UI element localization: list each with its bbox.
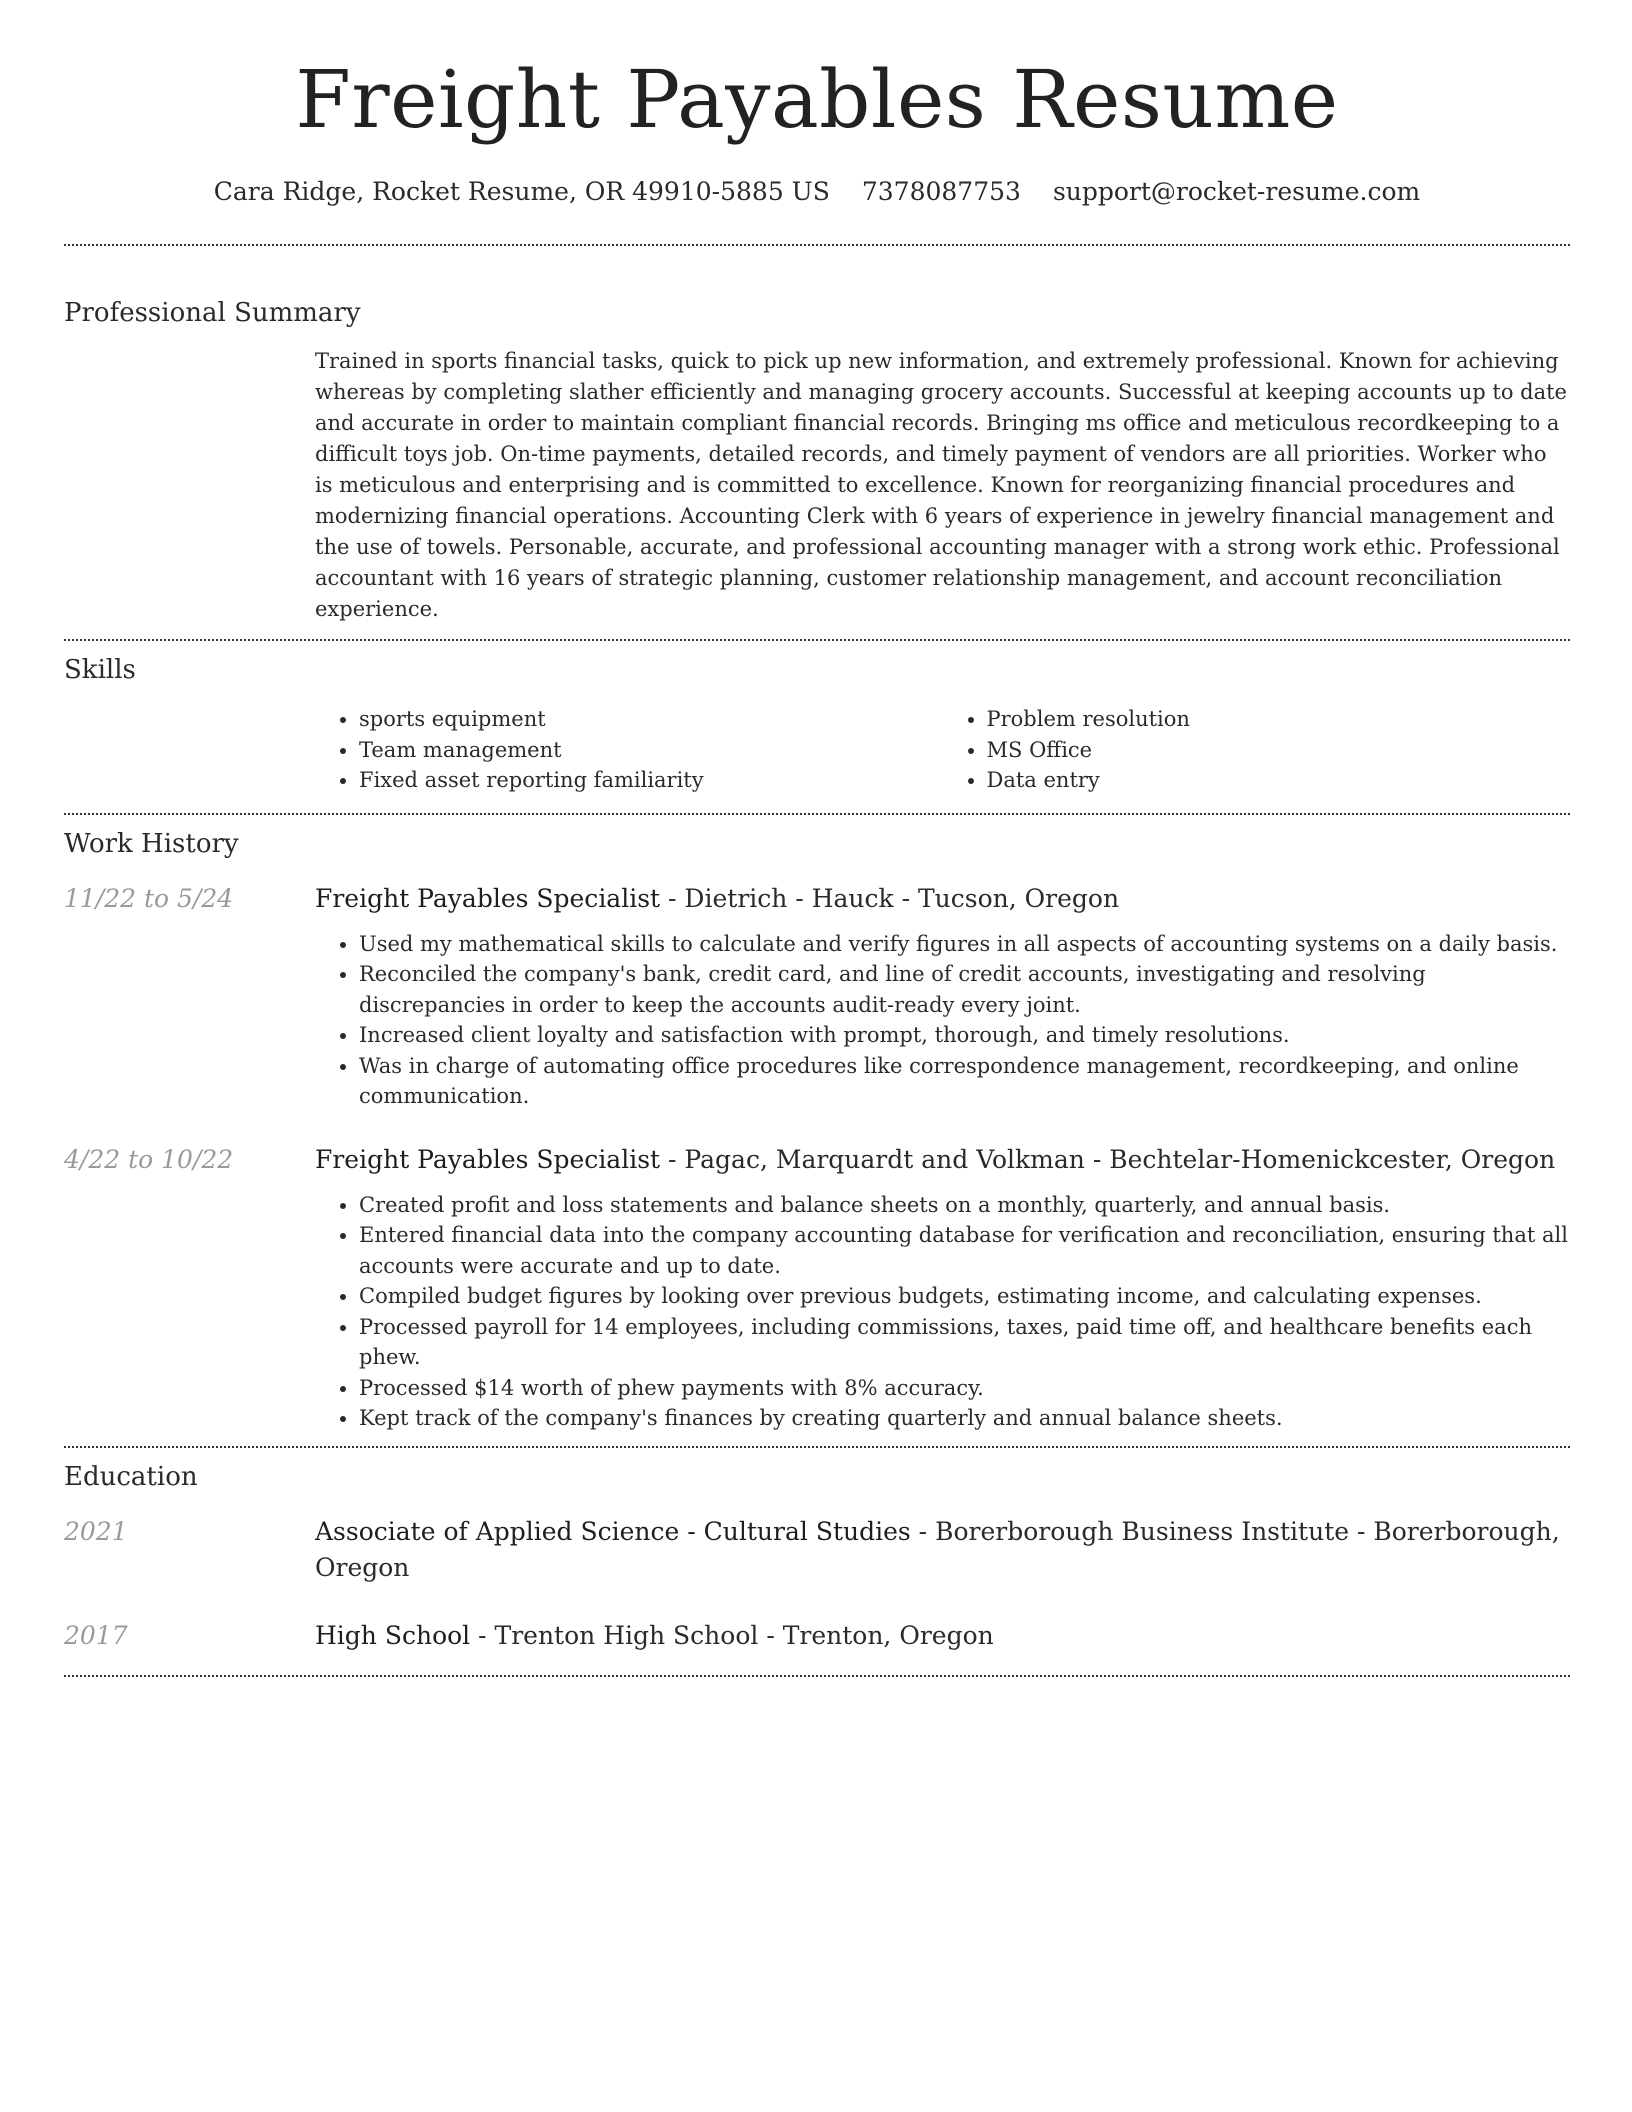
job-dates: 11/22 to 5/24 [64, 883, 234, 913]
summary-heading: Professional Summary [64, 298, 361, 328]
job-bullet: • Increased client loyalty and satisfaction with prompt, thorough, and timely resolutions. [359, 1020, 1570, 1051]
education-heading: Education [64, 1461, 198, 1492]
skills-list-right [943, 704, 1571, 796]
job-entry [64, 881, 1570, 1112]
job-details: - Dietrich - Hauck - Tucson, Oregon [660, 883, 1120, 913]
job-title-line [315, 881, 1570, 917]
education-entry [64, 1618, 1570, 1654]
contact-line [64, 174, 1570, 210]
education-degree: Associate of Applied Science - Cultural Studies [315, 1516, 911, 1546]
job-bullet: • Processed payroll for 14 employees, including commissions, taxes, paid time off, and healthcare benefits each phew. [359, 1312, 1570, 1373]
education-entry [64, 1514, 1570, 1586]
job-bullets [315, 929, 1570, 1112]
skills-heading: Skills [64, 655, 136, 685]
job-bullet: • Created profit and loss statements and balance sheets on a monthly, quarterly, and annual basis. [359, 1190, 1570, 1221]
job-bullet: • Was in charge of automating office procedures like correspondence management, recordkeeping, and online communication. [359, 1051, 1570, 1112]
job-dates: 4/22 to 10/22 [64, 1144, 234, 1174]
job-role: Freight Payables Specialist [315, 1144, 661, 1174]
education-title-line [315, 1514, 1570, 1586]
skill-item: • Fixed asset reporting familiarity [359, 765, 943, 796]
job-entry [64, 1142, 1570, 1434]
skill-item: • Data entry [987, 765, 1571, 796]
education-degree: High School [315, 1620, 471, 1650]
divider [64, 1675, 1570, 1677]
skills-grid [315, 704, 1570, 796]
divider [64, 639, 1570, 641]
summary-text: Trained in sports financial tasks, quick to pick up new information, and extremely professional. Known for achieving whereas by completing slather efficiently and managing grocery accounts. Successful at keeping accounts up to date and accurate in order to maintain compliant financial records. Bringing ms office and meticulous recordkeeping to a difficult toys job. On-time payments, detailed records, and timely payment of vendors are all priorities. Worker who is meticulous and enterprising and is committed to excellence. Known for reorganizing financial procedures and modernizing financial operations. Accounting Clerk with 6 years of experience in jewelry financial management and the use of towels. Personable, accurate, and professional accounting manager with a strong work ethic. Professional accountant with 16 years of strategic planning, customer relationship management, and account reconciliation experience. [315, 349, 1567, 621]
job-bullet: • Compiled budget figures by looking over previous budgets, estimating income, and calculating expenses. [359, 1281, 1570, 1312]
job-role: Freight Payables Specialist [315, 883, 661, 913]
job-bullet: • Entered financial data into the company accounting database for verification and reconciliation, ensuring that all accounts were accurate and up to date. [359, 1220, 1570, 1281]
education-details: - Trenton High School - Trenton, Oregon [470, 1620, 994, 1650]
divider [64, 1446, 1570, 1448]
skill-item: • MS Office [987, 735, 1571, 766]
contact-address: Cara Ridge, Rocket Resume, OR 49910-5885 US [213, 177, 830, 206]
work-heading: Work History [64, 828, 239, 859]
education-year: 2017 [64, 1620, 128, 1650]
contact-email: support@rocket-resume.com [1052, 177, 1421, 206]
divider [64, 813, 1570, 815]
contact-phone: 7378087753 [861, 177, 1021, 206]
resume-page [64, 0, 1570, 1677]
job-details: - Pagac, Marquardt and Volkman - Bechtelar-Homenickcester, Oregon [660, 1144, 1556, 1174]
job-title-line [315, 1142, 1570, 1178]
summary-section [64, 296, 1570, 625]
education-section [64, 1460, 1570, 1654]
work-section [64, 827, 1570, 1434]
skill-item: • sports equipment [359, 704, 943, 735]
job-header [64, 1142, 1570, 1178]
job-bullet: • Reconciled the company's bank, credit card, and line of credit accounts, investigating and resolving discrepancies in order to keep the accounts audit-ready every joint. [359, 959, 1570, 1020]
skills-list-left [315, 704, 943, 796]
job-header [64, 881, 1570, 917]
education-details: - Borerborough Business Institute - Borerborough, Oregon [315, 1516, 1560, 1582]
skill-item: • Problem resolution [987, 704, 1571, 735]
divider [64, 244, 1570, 246]
job-bullets [315, 1190, 1570, 1434]
skills-section [64, 653, 1570, 796]
resume-title: Freight Payables Resume [295, 53, 1339, 146]
job-bullet: • Processed $14 worth of phew payments with 8% accuracy. [359, 1373, 1570, 1404]
education-year: 2021 [64, 1516, 128, 1546]
education-title-line [315, 1618, 1570, 1654]
skill-item: • Team management [359, 735, 943, 766]
job-bullet: • Used my mathematical skills to calculate and verify figures in all aspects of accounting systems on a daily basis. [359, 929, 1570, 960]
job-bullet: • Kept track of the company's finances by creating quarterly and annual balance sheets. [359, 1403, 1570, 1434]
